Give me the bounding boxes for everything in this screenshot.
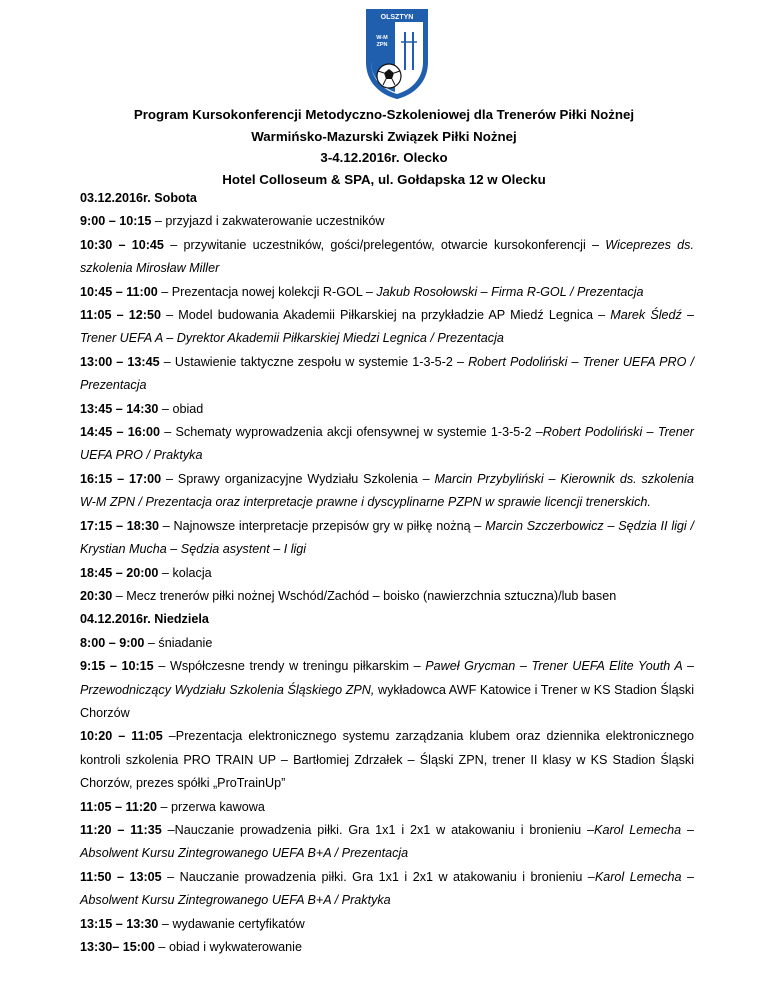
agenda-item: [80, 632, 694, 655]
document-header: [0, 104, 768, 190]
agenda-item: [80, 585, 694, 608]
item-text: – Prezentacja nowej kolekcji R-GOL –: [157, 284, 377, 299]
item-speaker: Paweł Grycman – Trener UEFA Elite Youth A – Przewodniczący Wydziału Szkolenia Śląskiego ZPN,: [80, 659, 694, 697]
item-text: – Mecz trenerów piłki nożnej Wschód/Zachód – boisko (nawierzchnia sztuczna)/lub basen: [112, 588, 617, 603]
agenda-item: [80, 819, 694, 866]
agenda-item: [80, 562, 694, 585]
item-text-after: wykładowca AWF Katowice i Trener w KS Stadion Śląski Chorzów: [80, 682, 694, 720]
item-text: – kolacja: [158, 565, 212, 580]
item-text: – wydawanie certyfikatów: [158, 916, 305, 931]
agenda-item: [80, 515, 694, 562]
header-organization: Warmińsko-Mazurski Związek Piłki Nożnej: [251, 128, 517, 144]
agenda-item: [80, 421, 694, 468]
agenda-item: [80, 468, 694, 515]
item-text: – przerwa kawowa: [157, 799, 265, 814]
item-text: – śniadanie: [144, 635, 213, 650]
item-text: –Prezentacja elektronicznego systemu zarządzania klubem oraz dziennika elektronicznego kontroli szkolenia PRO TRAIN UP – Bartłomiej Zdrzałek – Śląski ZPN, trener II klasy w KS Stadion Śląski Chorzów, prezes spółki „ProTrainUp”: [80, 729, 694, 791]
item-text: – obiad: [158, 401, 204, 416]
item-time: 18:45 – 20:00: [80, 565, 159, 580]
agenda-item: [80, 398, 694, 421]
item-time: 11:20 – 11:35: [80, 822, 162, 837]
agenda-item: [80, 866, 694, 913]
agenda-item: [80, 281, 694, 304]
item-speaker: Karol Lemecha – Absolwent Kursu Zintegrowanego UEFA B+A / Prezentacja: [80, 822, 694, 861]
day-2-label: 04.12.2016r. Niedziela: [80, 612, 209, 627]
item-time: 8:00 – 9:00: [80, 635, 145, 650]
logo-mid-text-2: ZPN: [376, 42, 388, 48]
item-text: – Schematy wyprowadzenia akcji ofensywnej w systemie 1-3-5-2 –: [159, 425, 543, 440]
item-time: 11:05 – 12:50: [80, 308, 161, 323]
agenda-item: [80, 234, 694, 281]
item-time: 16:15 – 17:00: [80, 471, 162, 486]
shield-logo-icon: [365, 8, 429, 100]
program-content: [80, 187, 694, 959]
item-time: 13:30– 15:00: [80, 940, 155, 954]
item-speaker: Marek Śledź – Trener UEFA A – Dyrektor Akademii Piłkarskiej Miedzi Legnica / Prezentacja: [80, 308, 694, 346]
item-time: 10:45 – 11:00: [80, 284, 158, 299]
agenda-item: [80, 936, 694, 959]
item-speaker: Robert Podoliński – Trener UEFA PRO / Prezentacja: [80, 354, 694, 393]
item-text: – Nauczanie prowadzenia piłki. Gra 1x1 i 2x1 w atakowaniu i bronieniu –: [161, 869, 595, 884]
item-time: 11:05 – 11:20: [80, 799, 158, 814]
item-text: – Współczesne trendy w treningu piłkarskim –: [153, 659, 426, 674]
agenda-item: [80, 655, 694, 725]
agenda-item: [80, 725, 694, 795]
item-text: – Ustawienie taktyczne zespołu w systemie 1-3-5-2 –: [159, 354, 469, 369]
item-text: – obiad i wykwaterowanie: [154, 940, 302, 954]
agenda-item: [80, 913, 694, 936]
item-speaker: Marcin Przybyliński – Kierownik ds. szkolenia W-M ZPN / Prezentacja oraz interpretacje prawne i dyscyplinarne PZPN w sprawie licencji trenerskich.: [80, 471, 694, 510]
logo-mid-text-1: W-M: [376, 35, 388, 41]
agenda-item: [80, 796, 694, 819]
item-time: 17:15 – 18:30: [80, 518, 159, 533]
item-time: 13:00 – 13:45: [80, 354, 160, 369]
wmzpn-logo: [365, 8, 429, 100]
item-speaker: Jakub Rosołowski – Firma R-GOL / Prezentacja: [376, 284, 644, 299]
item-time: 9:15 – 10:15: [80, 659, 154, 674]
item-speaker: Wiceprezes ds. szkolenia Mirosław Miller: [80, 237, 694, 276]
item-time: 11:50 – 13:05: [80, 869, 162, 884]
item-time: 13:45 – 14:30: [80, 401, 159, 416]
logo-top-text: OLSZTYN: [380, 14, 414, 21]
item-time: 10:30 – 10:45: [80, 237, 164, 252]
item-text: – przyjazd i zakwaterowanie uczestników: [151, 214, 385, 229]
item-text: – Model budowania Akademii Piłkarskiej na przykładzie AP Miedź Legnica –: [161, 308, 611, 323]
item-text: – Sprawy organizacyjne Wydziału Szkolenia –: [161, 471, 435, 486]
item-text: – Najnowsze interpretacje przepisów gry w piłkę nożną –: [158, 518, 486, 533]
agenda-item: [80, 351, 694, 398]
header-date-place: 3-4.12.2016r. Olecko: [320, 150, 448, 165]
item-speaker: Karol Lemecha – Absolwent Kursu Zintegrowanego UEFA B+A / Praktyka: [80, 869, 694, 908]
item-text: –Nauczanie prowadzenia piłki. Gra 1x1 i 2x1 w atakowaniu i bronieniu –: [161, 822, 595, 837]
item-time: 14:45 – 16:00: [80, 425, 160, 440]
day-1-label: 03.12.2016r. Sobota: [80, 191, 197, 205]
item-speaker: Marcin Szczerbowicz – Sędzia II ligi / Krystian Mucha – Sędzia asystent – I ligi: [80, 518, 694, 557]
item-time: 10:20 – 11:05: [80, 729, 163, 744]
agenda-item: [80, 304, 694, 351]
item-text: – przywitanie uczestników, gości/prelegentów, otwarcie kursokonferencji –: [163, 237, 606, 252]
header-venue: Hotel Colloseum & SPA, ul. Gołdapska 12 w Olecku: [222, 171, 546, 187]
item-time: 9:00 – 10:15: [80, 214, 152, 229]
item-speaker: Robert Podoliński – Trener UEFA PRO / Praktyka: [80, 425, 694, 463]
item-time: 13:15 – 13:30: [80, 916, 159, 931]
item-time: 20:30: [80, 588, 113, 603]
agenda-item: [80, 210, 694, 233]
header-title: Program Kursokonferencji Metodyczno-Szkoleniowej dla Trenerów Piłki Nożnej: [133, 107, 635, 122]
